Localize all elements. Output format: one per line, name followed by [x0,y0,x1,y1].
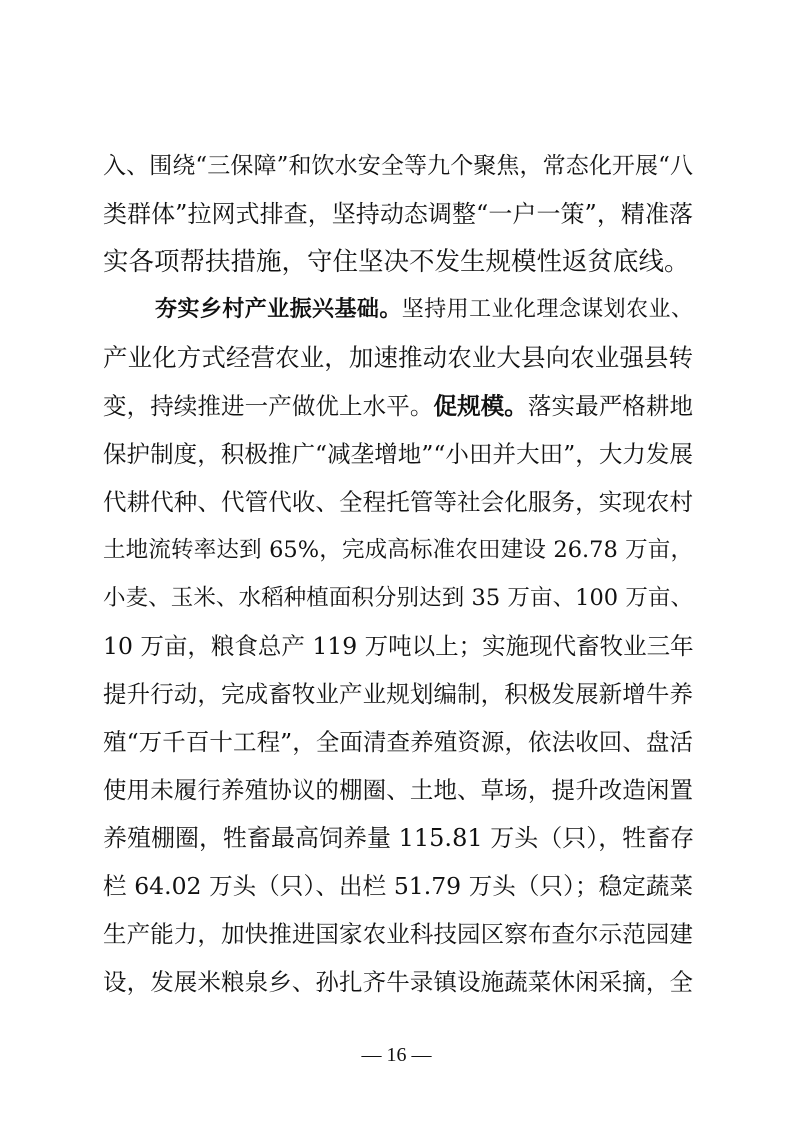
text-line: 设，发展米粮泉乡、孙扎齐牛录镇设施蔬菜休闲采摘，全 [103,968,693,996]
text-line: 生产能力，加快推进国家农业科技园区察布查尔示范园建 [103,920,693,948]
text-line: 使用未履行养殖协议的棚圈、土地、草场，提升改造闲置 [103,776,693,804]
text-line: 殖“万千百十工程”，全面清查养殖资源，依法收回、盘活 [103,728,693,756]
body-text [103,142,693,1006]
text-line [103,382,693,430]
text-line: 入、围绕“三保障”和饮水安全等九个聚焦，常态化开展“八 [103,153,693,179]
text-line: 土地流转率达到 65%，完成高标准农田建设 26.78 万亩， [103,537,693,563]
text-line: 小麦、玉米、水稻种植面积分别达到 35 万亩、100 万亩、 [103,585,693,611]
text-line: 栏 64.02 万头（只）、出栏 51.79 万头（只）；稳定蔬菜 [103,872,693,900]
text-fragment: 落实最严格耕地 [527,392,694,420]
paragraph-first-line [103,286,693,334]
text-line: 实各项帮扶措施，守住坚决不发生规模性返贫底线。 [103,247,690,277]
text-line: 提升行动，完成畜牧业产业规划编制，积极发展新增牛养 [103,680,693,708]
text-line: 代耕代种、代管代收、全程托管等社会化服务，实现农村 [103,488,693,516]
section-heading: 夯实乡村产业振兴基础。 [155,297,402,322]
text-line: 养殖棚圈，牲畜最高饲养量 115.81 万头（只），牲畜存 [103,824,695,852]
text-fragment: 坚持用工业化理念谋划农业、 [401,297,693,322]
text-line: 产业化方式经营农业，加速推动农业大县向农业强县转 [103,343,693,372]
text-line: 保护制度，积极推广“减垄增地”“小田并大田”，大力发展 [103,440,693,468]
text-line: 10 万亩，粮食总产 119 万吨以上；实施现代畜牧业三年 [103,632,694,660]
text-fragment: 变，持续推进一产做优上水平。 [103,392,434,420]
subheading: 促规模。 [433,392,528,420]
text-line: 类群体”拉网式排查，坚持动态调整“一户一策”，精准落 [103,200,693,228]
page-number: — 16 — [361,1044,432,1066]
